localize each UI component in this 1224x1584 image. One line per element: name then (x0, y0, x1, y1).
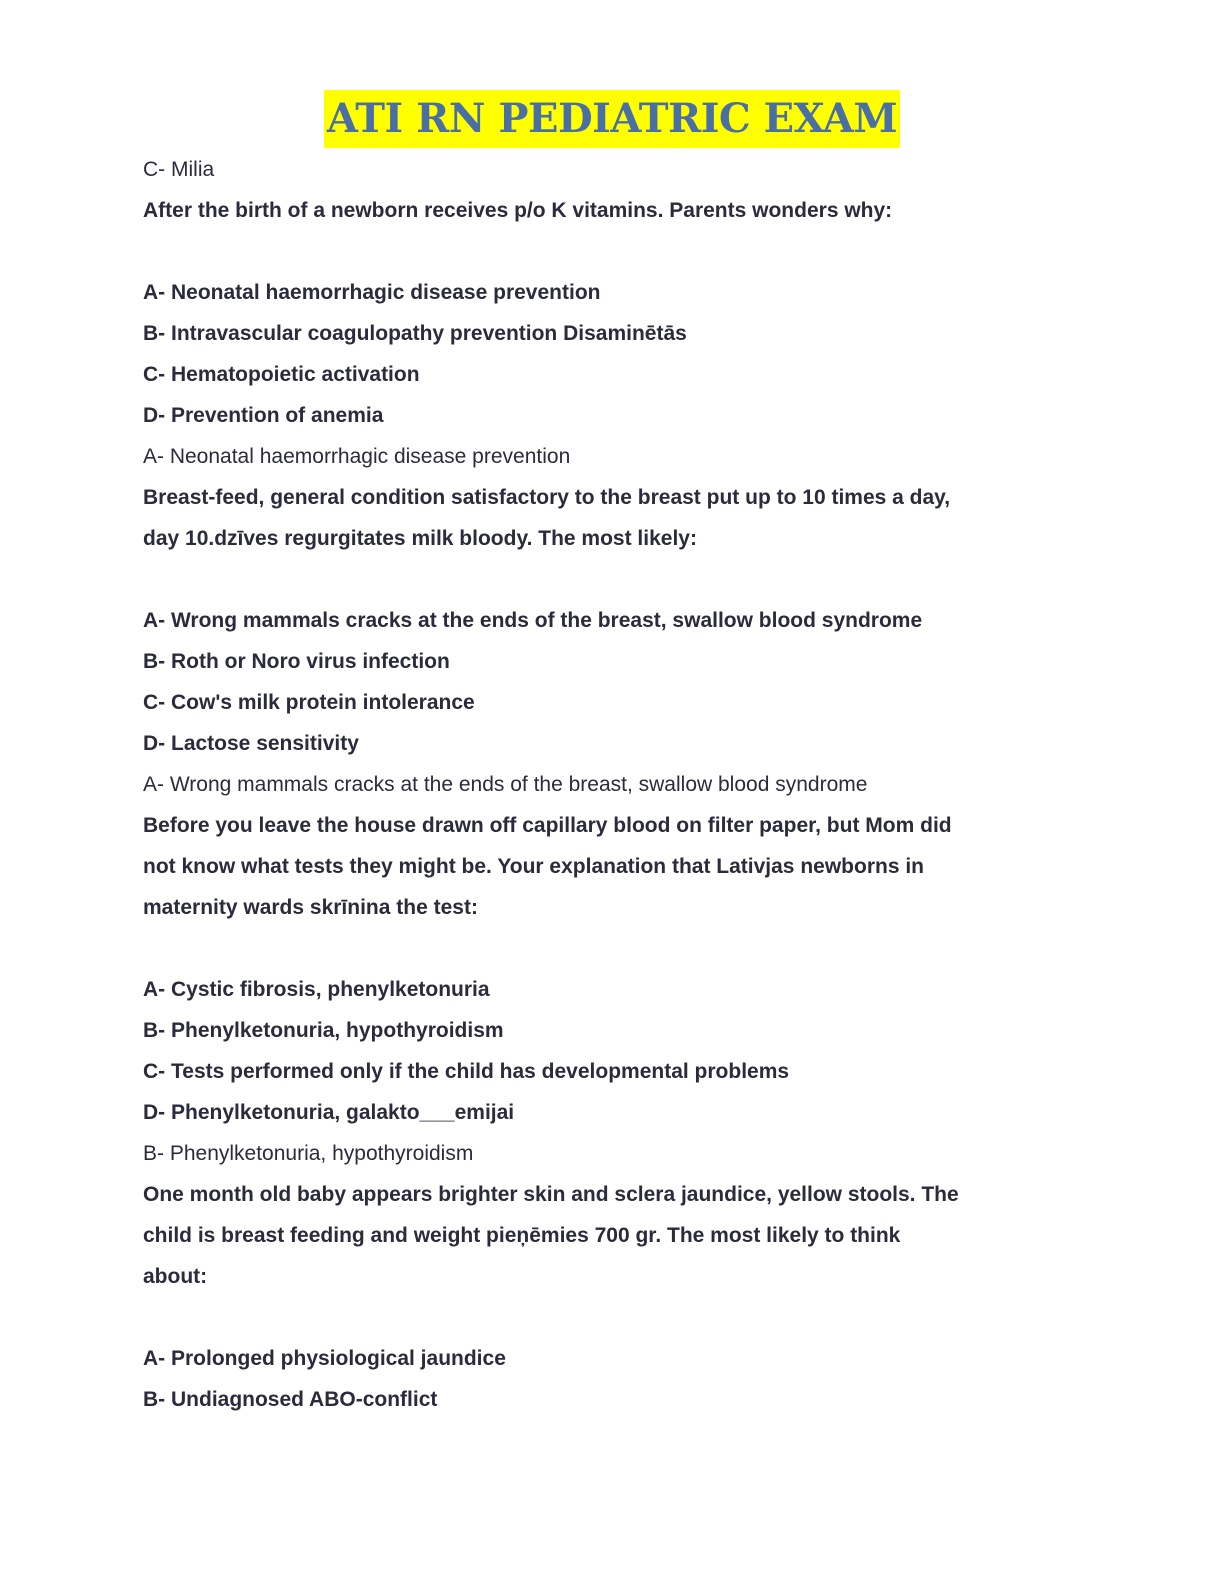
previous-answer: C- Milia (143, 158, 215, 181)
question-4-line-1: One month old baby appears brighter skin and sclera jaundice, yellow stools. The (143, 1183, 959, 1206)
q2-option-a: A- Wrong mammals cracks at the ends of the breast, swallow blood syndrome (143, 609, 923, 632)
spacer (143, 231, 1083, 272)
q4-option-a: A- Prolonged physiological jaundice (143, 1347, 506, 1370)
q1-option-d: D- Prevention of anemia (143, 404, 384, 427)
document-body (143, 149, 1083, 1420)
question-3-line-2: not know what tests they might be. Your explanation that Lativjas newborns in (143, 855, 924, 878)
title-container (0, 90, 1224, 148)
q1-option-b: B- Intravascular coagulopathy prevention Disaminētās (143, 322, 687, 345)
question-3-line-1: Before you leave the house drawn off capillary blood on filter paper, but Mom did (143, 814, 952, 837)
q2-option-c: C- Cow's milk protein intolerance (143, 691, 475, 714)
q1-option-c: C- Hematopoietic activation (143, 363, 420, 386)
question-2-line-2: day 10.dzīves regurgitates milk bloody. The most likely: (143, 527, 697, 550)
q2-option-d: D- Lactose sensitivity (143, 732, 359, 755)
q3-answer: B- Phenylketonuria, hypothyroidism (143, 1142, 474, 1165)
page-title: ATI RN PEDIATRIC EXAM (324, 90, 900, 148)
q3-option-d: D- Phenylketonuria, galakto___emijai (143, 1101, 515, 1124)
question-1: After the birth of a newborn receives p/o K vitamins. Parents wonders why: (143, 199, 893, 222)
q3-option-c: C- Tests performed only if the child has developmental problems (143, 1060, 790, 1083)
q2-answer: A- Wrong mammals cracks at the ends of the breast, swallow blood syndrome (143, 773, 868, 796)
spacer (143, 928, 1083, 969)
spacer (143, 1297, 1083, 1338)
q2-option-b: B- Roth or Noro virus infection (143, 650, 450, 673)
question-2-line-1: Breast-feed, general condition satisfactory to the breast put up to 10 times a day, (143, 486, 951, 509)
spacer (143, 559, 1083, 600)
q1-option-a: A- Neonatal haemorrhagic disease prevention (143, 281, 601, 304)
q1-answer: A- Neonatal haemorrhagic disease prevention (143, 445, 571, 468)
question-4-line-3: about: (143, 1265, 208, 1288)
question-3-line-3: maternity wards skrīnina the test: (143, 896, 478, 919)
q3-option-a: A- Cystic fibrosis, phenylketonuria (143, 978, 490, 1001)
q3-option-b: B- Phenylketonuria, hypothyroidism (143, 1019, 504, 1042)
q4-option-b: B- Undiagnosed ABO-conflict (143, 1388, 438, 1411)
question-4-line-2: child is breast feeding and weight pieņēmies 700 gr. The most likely to think (143, 1224, 901, 1247)
